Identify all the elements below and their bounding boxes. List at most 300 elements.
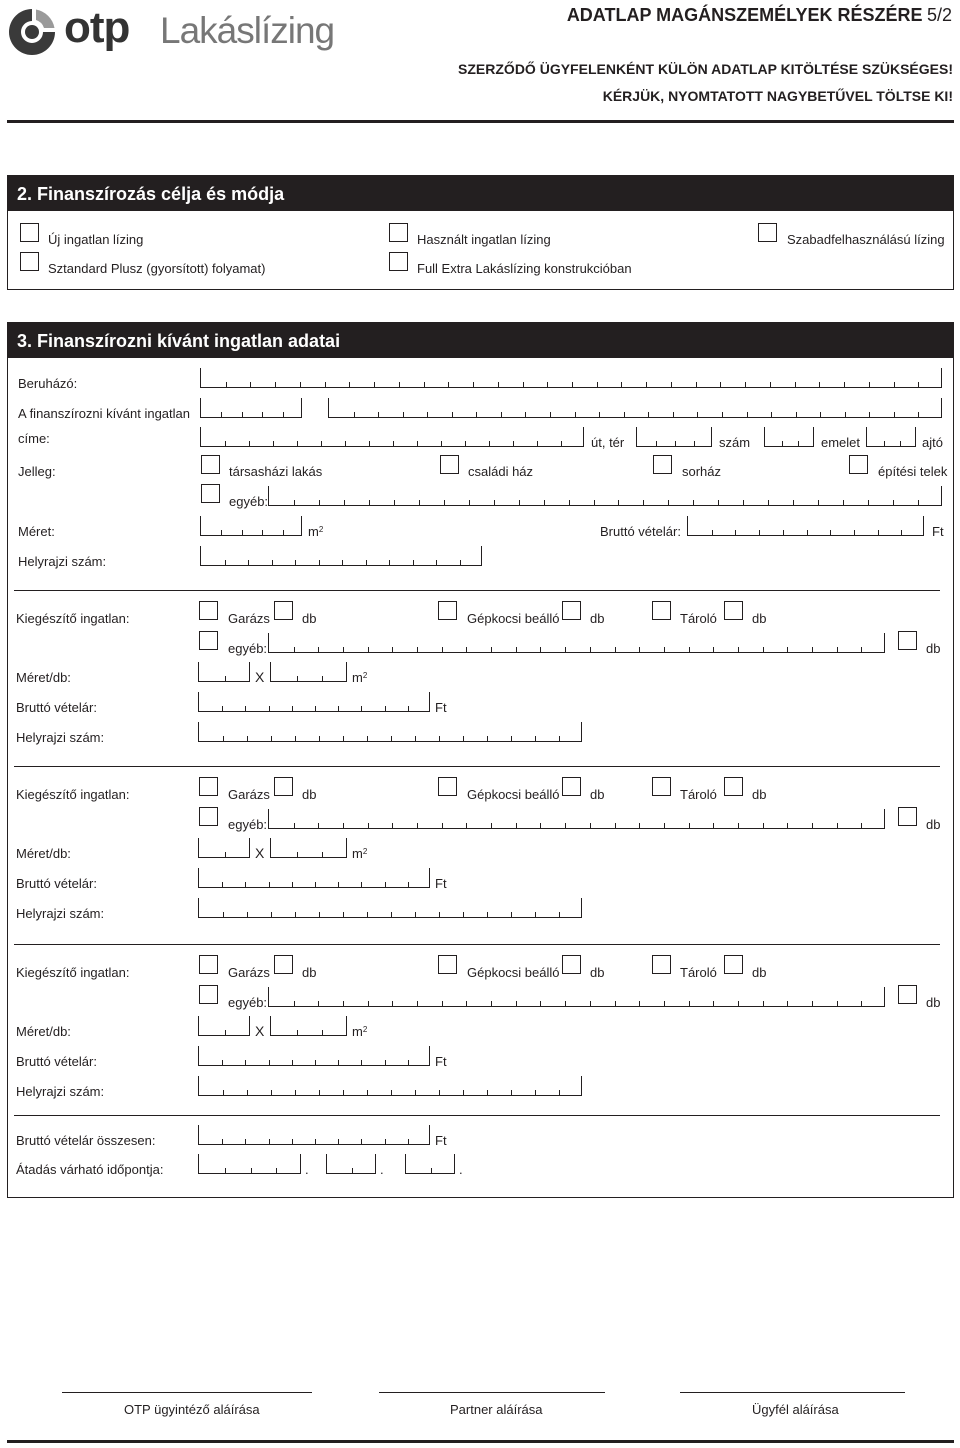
field-cell-tick (315, 1139, 316, 1144)
field-cell-tick (415, 912, 416, 917)
kieg-1-field-size-count[interactable] (198, 662, 250, 682)
field-cell-tick (812, 823, 813, 828)
label-row-house: sorház (682, 464, 722, 479)
field-street[interactable] (200, 427, 584, 447)
field-size[interactable] (200, 516, 302, 536)
field-cell-tick (656, 441, 657, 446)
kieg-1-field-parking-count[interactable] (562, 601, 581, 620)
field-cell-tick (245, 706, 246, 711)
kieg-2-label-x: X (255, 845, 265, 861)
field-cell-tick (368, 1001, 369, 1006)
kieg-3-label-db: db (752, 965, 767, 980)
checkbox-row-house[interactable] (653, 455, 672, 474)
field-cell-tick (763, 647, 764, 652)
field-cell-tick (319, 560, 320, 565)
field-cell-tick (599, 412, 600, 417)
label-used-property: Használt ingatlan lízing (417, 232, 551, 247)
field-cell-tick (519, 500, 520, 505)
signature-line-client[interactable] (680, 1392, 905, 1393)
kieg-3-field-parking-count[interactable] (562, 955, 581, 974)
field-cell-tick (394, 500, 395, 505)
kieg-2-field-other[interactable] (268, 809, 885, 829)
field-cell-tick (565, 823, 566, 828)
kieg-1-field-gross-price[interactable] (198, 692, 430, 712)
checkbox-condo[interactable] (201, 455, 220, 474)
field-cell-tick (247, 736, 248, 741)
label-investor: Beruházó: (18, 376, 78, 391)
field-cell-tick (569, 500, 570, 505)
field-cell-tick (367, 1090, 368, 1095)
field-cell-tick (615, 823, 616, 828)
field-cell-tick (643, 500, 644, 505)
field-cell-tick (248, 560, 249, 565)
kieg-1-label-storage: Tároló (680, 611, 717, 626)
field-city[interactable] (328, 398, 942, 418)
field-gross-price[interactable] (687, 516, 924, 536)
field-cell-tick (442, 1001, 443, 1006)
field-cell-tick (352, 1168, 353, 1173)
field-cell-tick (374, 382, 375, 387)
field-cell-tick (319, 1090, 320, 1095)
kieg-2-label: Kiegészítő ingatlan: (16, 787, 130, 802)
field-cell-tick (250, 382, 251, 387)
field-cell-tick (466, 823, 467, 828)
label-sqm: $m^2$ (308, 524, 324, 539)
form-title-text: ADATLAP MAGÁNSZEMÉLYEK RÉSZÉRE (566, 5, 923, 25)
field-cell-tick (315, 1060, 316, 1065)
otp-logo-icon (6, 6, 58, 58)
field-cell-tick (463, 736, 464, 741)
field-cell-tick (269, 1139, 270, 1144)
field-cell-tick (501, 412, 502, 417)
field-cell-tick (491, 1001, 492, 1006)
field-cell-tick (318, 1001, 319, 1006)
field-cell-tick (439, 912, 440, 917)
field-cell-tick (837, 647, 838, 652)
field-cell-tick (900, 441, 901, 446)
field-house-number[interactable] (636, 427, 712, 447)
field-cell-tick (417, 441, 418, 446)
kieg-1-label-size: Méret/db: (16, 670, 71, 685)
field-cell-tick (768, 500, 769, 505)
field-cell-tick (222, 706, 223, 711)
section2-title: 2. Finanszírozás célja és módja (17, 184, 285, 204)
field-cell-tick (783, 530, 784, 535)
field-cell-tick (713, 823, 714, 828)
kieg-3-field-garage-count[interactable] (274, 955, 293, 974)
field-cell-tick (419, 500, 420, 505)
field-cell-tick (295, 560, 296, 565)
field-floor[interactable] (764, 427, 814, 447)
kieg-1-checkbox-garage[interactable] (199, 601, 218, 620)
field-cell-tick (624, 412, 625, 417)
kieg-3-field-other[interactable] (268, 987, 885, 1007)
notice-capitals: KÉRJÜK, NYOMTATOTT NAGYBETŰVEL TÖLTSE KI! (602, 88, 953, 104)
kieg-2-field-lot-number[interactable] (198, 898, 582, 918)
field-cell-tick (544, 500, 545, 505)
field-cell-tick (367, 912, 368, 917)
footer-divider (7, 1440, 954, 1443)
field-cell-tick (511, 912, 512, 917)
field-cell-tick (343, 912, 344, 917)
header-divider (7, 120, 954, 123)
field-cell-tick (392, 823, 393, 828)
checkbox-standard-plus[interactable] (20, 252, 39, 271)
field-cell-tick (621, 382, 622, 387)
kieg-2-checkbox-other[interactable] (199, 807, 218, 826)
field-cell-tick (550, 412, 551, 417)
field-cell-tick (807, 530, 808, 535)
kieg-3-checkbox-parking[interactable] (438, 955, 457, 974)
field-cell-tick (319, 912, 320, 917)
field-cell-tick (408, 1060, 409, 1065)
label-handover-date: Átadás várható időpontja: (16, 1162, 164, 1177)
field-cell-tick (590, 1001, 591, 1006)
logo-product: Lakáslízing (160, 10, 335, 51)
label-condo: társasházi lakás (229, 464, 323, 479)
kieg-3-field-lot-number[interactable] (198, 1076, 582, 1096)
field-cell-tick (689, 823, 690, 828)
field-cell-tick (712, 530, 713, 535)
field-cell-tick (559, 736, 560, 741)
field-handover-year[interactable] (198, 1154, 301, 1174)
field-cell-tick (516, 1001, 517, 1006)
label-total-gross-price: Bruttó vételár összesen: (16, 1133, 156, 1148)
field-cell-tick (540, 1001, 541, 1006)
field-cell-tick (738, 823, 739, 828)
kieg-2-field-storage-count[interactable] (724, 777, 743, 796)
field-cell-tick (322, 676, 323, 681)
checkbox-new-property[interactable] (20, 223, 39, 242)
field-cell-tick (300, 382, 301, 387)
label-lot-number: Helyrajzi szám: (18, 554, 107, 569)
checkbox-full-extra[interactable] (389, 252, 408, 271)
field-cell-tick (319, 500, 320, 505)
field-cell-tick (646, 382, 647, 387)
field-cell-tick (819, 382, 820, 387)
kieg-3-checkbox-other[interactable] (199, 985, 218, 1004)
signature-line-partner[interactable] (379, 1392, 605, 1393)
field-cell-tick (368, 647, 369, 652)
kieg-1-field-other-count[interactable] (898, 631, 917, 650)
checkbox-family-house[interactable] (440, 455, 459, 474)
field-cell-tick (884, 441, 885, 446)
field-zip[interactable] (200, 398, 302, 418)
kieg-2-label-db: db (752, 787, 767, 802)
field-cell-tick (391, 912, 392, 917)
field-cell-tick (225, 441, 226, 446)
field-cell-tick (297, 676, 298, 681)
field-cell-tick (295, 912, 296, 917)
page-number: 5/2 (926, 5, 952, 25)
kieg-3-field-size[interactable] (270, 1016, 347, 1036)
label-agent-signature: OTP ügyintéző aláírása (124, 1402, 260, 1417)
field-lot-number[interactable] (200, 546, 482, 566)
section3-header (7, 323, 954, 358)
field-cell-tick (442, 647, 443, 652)
field-cell-tick (245, 1060, 246, 1065)
field-cell-tick (225, 852, 226, 857)
field-cell-tick (782, 441, 783, 446)
label-floor: emelet (821, 435, 861, 450)
field-handover-month[interactable] (326, 1154, 376, 1174)
field-cell-tick (639, 823, 640, 828)
kieg-1-label-db: db (302, 611, 317, 626)
label-address-line2: címe: (18, 431, 50, 446)
checkbox-other-type[interactable] (201, 484, 220, 503)
field-cell-tick (618, 500, 619, 505)
kieg-2-field-parking-count[interactable] (562, 777, 581, 796)
field-cell-tick (283, 530, 284, 535)
field-cell-tick (516, 823, 517, 828)
field-cell-tick (498, 382, 499, 387)
field-cell-tick (222, 882, 223, 887)
field-investor[interactable] (200, 368, 942, 388)
kieg-3-checkbox-storage[interactable] (652, 955, 671, 974)
field-cell-tick (223, 912, 224, 917)
field-cell-tick (869, 382, 870, 387)
field-cell-tick (812, 647, 813, 652)
field-cell-tick (345, 441, 346, 446)
field-cell-tick (878, 530, 879, 535)
kieg-3-label-db: db (302, 965, 317, 980)
field-cell-tick (415, 1090, 416, 1095)
checkbox-used-property[interactable] (389, 223, 408, 242)
field-cell-tick (722, 412, 723, 417)
field-cell-tick (689, 647, 690, 652)
field-cell-tick (565, 647, 566, 652)
field-cell-tick (399, 382, 400, 387)
field-cell-tick (771, 412, 772, 417)
kieg-3-checkbox-garage[interactable] (199, 955, 218, 974)
kieg-2-field-garage-count[interactable] (274, 777, 293, 796)
field-cell-tick (671, 382, 672, 387)
kieg-1-field-storage-count[interactable] (724, 601, 743, 620)
kieg-2-field-size[interactable] (270, 838, 347, 858)
field-cell-tick (523, 382, 524, 387)
field-cell-tick (615, 647, 616, 652)
field-door[interactable] (866, 427, 916, 447)
kieg-1-label-db: db (926, 641, 941, 656)
kieg-2-checkbox-parking[interactable] (438, 777, 457, 796)
field-cell-tick (713, 647, 714, 652)
field-cell-tick (221, 530, 222, 535)
field-cell-tick (225, 1168, 226, 1173)
checkbox-free-use[interactable] (758, 223, 777, 242)
field-cell-tick (343, 823, 344, 828)
field-cell-tick (392, 1001, 393, 1006)
field-cell-tick (837, 823, 838, 828)
kieg-2-label-parking: Gépkocsi beálló (467, 787, 560, 802)
kieg-2-field-other-count[interactable] (898, 807, 917, 826)
field-cell-tick (242, 412, 243, 417)
field-cell-tick (338, 706, 339, 711)
kieg-3-label-gross-price: Bruttó vételár: (16, 1054, 97, 1069)
field-cell-tick (869, 412, 870, 417)
field-cell-tick (830, 530, 831, 535)
kieg-1-field-lot-number[interactable] (198, 722, 582, 742)
field-cell-tick (251, 1168, 252, 1173)
field-cell-tick (367, 736, 368, 741)
kieg-1-checkbox-other[interactable] (199, 631, 218, 650)
field-cell-tick (511, 736, 512, 741)
field-cell-tick (294, 500, 295, 505)
field-cell-tick (648, 412, 649, 417)
field-cell-tick (275, 382, 276, 387)
field-cell-tick (415, 736, 416, 741)
kieg-3-field-gross-price[interactable] (198, 1046, 430, 1066)
logo-brand: otp (64, 3, 130, 52)
field-cell-tick (349, 382, 350, 387)
kieg-2-label-db: db (302, 787, 317, 802)
date-separator: . (459, 1162, 463, 1177)
field-cell-tick (460, 560, 461, 565)
kieg-1-label-db: db (752, 611, 767, 626)
kieg-3-label-lot-number: Helyrajzi szám: (16, 1084, 105, 1099)
field-cell-tick (439, 736, 440, 741)
field-cell-tick (540, 647, 541, 652)
field-cell-tick (225, 676, 226, 681)
field-cell-tick (389, 560, 390, 565)
field-cell-tick (343, 736, 344, 741)
field-cell-tick (720, 382, 721, 387)
kieg-1-checkbox-parking[interactable] (438, 601, 457, 620)
field-cell-tick (408, 1139, 409, 1144)
field-cell-tick (894, 382, 895, 387)
field-cell-tick (473, 382, 474, 387)
field-cell-tick (272, 560, 273, 565)
field-cell-tick (854, 530, 855, 535)
field-cell-tick (668, 500, 669, 505)
field-cell-tick (321, 441, 322, 446)
field-cell-tick (675, 441, 676, 446)
field-cell-tick (448, 382, 449, 387)
kieg-3-field-storage-count[interactable] (724, 955, 743, 974)
field-cell-tick (535, 912, 536, 917)
field-cell-tick (262, 412, 263, 417)
kieg-2-field-gross-price[interactable] (198, 868, 430, 888)
label-street-type: út, tér (591, 435, 625, 450)
field-cell-tick (535, 736, 536, 741)
kieg-1-field-garage-count[interactable] (274, 601, 293, 620)
field-cell-tick (262, 530, 263, 535)
kieg-2-checkbox-storage[interactable] (652, 777, 671, 796)
section2-header (7, 176, 954, 211)
field-cell-tick (718, 500, 719, 505)
kieg-1-field-size[interactable] (270, 662, 347, 682)
field-cell-tick (487, 912, 488, 917)
kieg-2-checkbox-garage[interactable] (199, 777, 218, 796)
kieg-3-label-db: db (590, 965, 605, 980)
field-cell-tick (664, 1001, 665, 1006)
field-cell-tick (693, 500, 694, 505)
field-cell-tick (476, 412, 477, 417)
kieg-3-field-size-count[interactable] (198, 1016, 250, 1036)
signature-line-agent[interactable] (62, 1392, 312, 1393)
field-cell-tick (452, 412, 453, 417)
field-cell-tick (696, 382, 697, 387)
field-cell-tick (378, 412, 379, 417)
field-cell-tick (221, 412, 222, 417)
field-cell-tick (226, 382, 227, 387)
label-full-extra: Full Extra Lakáslízing konstrukcióban (417, 261, 632, 276)
field-cell-tick (565, 1001, 566, 1006)
field-cell-tick (787, 1001, 788, 1006)
field-cell-tick (770, 382, 771, 387)
field-cell-tick (427, 412, 428, 417)
kieg-1-label-lot-number: Helyrajzi szám: (16, 730, 105, 745)
field-cell-tick (689, 1001, 690, 1006)
label-family-house: családi ház (468, 464, 534, 479)
field-cell-tick (436, 560, 437, 565)
field-cell-tick (297, 441, 298, 446)
kieg-3-label-x: X (255, 1023, 265, 1039)
kieg-2-field-size-count[interactable] (198, 838, 250, 858)
field-total-gross-price[interactable] (198, 1125, 430, 1145)
field-cell-tick (664, 647, 665, 652)
kieg-3-label-size: Méret/db: (16, 1024, 71, 1039)
field-cell-tick (223, 1090, 224, 1095)
field-cell-tick (361, 1060, 362, 1065)
field-handover-day[interactable] (405, 1154, 455, 1174)
field-cell-tick (738, 647, 739, 652)
field-other-type[interactable] (268, 486, 942, 506)
label-number: szám (719, 435, 751, 450)
field-cell-tick (743, 500, 744, 505)
field-cell-tick (537, 441, 538, 446)
field-cell-tick (463, 1090, 464, 1095)
kieg-3-label: Kiegészítő ingatlan: (16, 965, 130, 980)
kieg-3-label-garage: Garázs (228, 965, 270, 980)
kieg-2-label-size: Méret/db: (16, 846, 71, 861)
field-cell-tick (466, 1001, 467, 1006)
field-cell-tick (818, 500, 819, 505)
field-cell-tick (639, 1001, 640, 1006)
field-cell-tick (489, 441, 490, 446)
field-cell-tick (694, 441, 695, 446)
label-other-type: egyéb: (229, 494, 269, 509)
field-cell-tick (466, 647, 467, 652)
field-cell-tick (408, 882, 409, 887)
field-cell-tick (735, 530, 736, 535)
field-cell-tick (795, 382, 796, 387)
section3-frame (7, 322, 954, 1198)
field-cell-tick (223, 736, 224, 741)
kieg-3-field-other-count[interactable] (898, 985, 917, 1004)
field-cell-tick (366, 560, 367, 565)
field-cell-tick (322, 852, 323, 857)
field-cell-tick (297, 852, 298, 857)
field-cell-tick (697, 412, 698, 417)
field-cell-tick (294, 647, 295, 652)
label-standard-plus: Sztandard Plusz (gyorsított) folyamat) (48, 261, 266, 276)
field-cell-tick (338, 1060, 339, 1065)
field-cell-tick (354, 412, 355, 417)
field-cell-tick (491, 823, 492, 828)
field-cell-tick (403, 412, 404, 417)
field-cell-tick (417, 823, 418, 828)
form-title (567, 5, 952, 26)
kieg-2-label-sqm: $m^2$ (352, 846, 368, 861)
field-cell-tick (861, 1001, 862, 1006)
kieg-3-label-parking: Gépkocsi beálló (467, 965, 560, 980)
kieg-1-checkbox-storage[interactable] (652, 601, 671, 620)
checkbox-building-plot[interactable] (849, 455, 868, 474)
kieg-1-field-other[interactable] (268, 633, 885, 653)
field-cell-tick (292, 1139, 293, 1144)
field-cell-tick (385, 706, 386, 711)
field-cell-tick (861, 647, 862, 652)
